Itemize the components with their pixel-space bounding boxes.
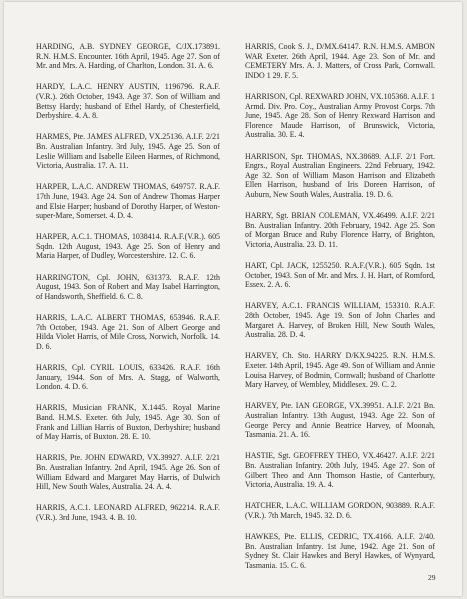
- register-entry: HARRIS, A.C.1. LEONARD ALFRED, 962214. R.A.F.(V.R.). 3rd June, 1943. 4. B. 10.: [36, 503, 220, 522]
- register-entry: HARVEY, Ch. Sto. HARRY D/KX.94225. R.N. H.M.S. Exeter. 14th April, 1945. Age 49. Son of William and Annie Louisa Harvey, of Bodmin, Cornwall; husband of Charlotte Mary Harvey, of Wembley, Middlesex. 29. C. 2.: [245, 351, 435, 390]
- right-column: [245, 42, 435, 582]
- register-entry: HARRIS, Musician FRANK, X.1445. Royal Marine Band. H.M.S. Exeter. 6th July, 1945. Age 30. Son of Frank and Lillian Harris of Buxton, Derbyshire; husband of May Harris, of Buxton. 28. E. 10.: [36, 403, 220, 442]
- register-entry: HARDY, L.A.C. HENRY AUSTIN, 1196796. R.A.F.(V.R.). 26th October, 1943. Age 37. Son of William and Bettsy Hardy; husband of Ethel Hardy, of Chesterfield, Derbyshire. 4. A. 8.: [36, 82, 220, 121]
- register-entry: HARMES, Pte. JAMES ALFRED, VX.25136. A.I.F. 2/21 Bn. Australian Infantry. 3rd July, 1945. Age 25. Son of Leslie William and Isabelle Eileen Harmes, of Richmond, Victoria, Australia. 17. A. 11.: [36, 132, 220, 171]
- register-entry: HART, Cpl. JACK, 1255250. R.A.F.(V.R.). 605 Sqdn. 1st October, 1943. Son of Mr. and Mrs. J. H. Hart, of Romford, Essex. 2. A. 6.: [245, 261, 435, 290]
- register-entry: HARVEY, Pte. IAN GEORGE, VX.39951. A.I.F. 2/21 Bn. Australian Infantry. 13th August, 1943. Age 22. Son of George Percy and Annie Beatrice Harvey, of Moonah, Tasmania. 21. A. 16.: [245, 401, 435, 440]
- register-entry: HARVEY, A.C.1. FRANCIS WILLIAM, 153310. R.A.F. 28th October, 1945. Age 19. Son of John Charles and Margaret A. Harvey, of Broken Hill, New South Wales, Australia. 28. D. 4.: [245, 301, 435, 340]
- register-entry: HARRINGTON, Cpl. JOHN, 631373. R.A.F. 12th August, 1943. Son of Robert and May Isabel Harrington, of Handsworth, Sheffield. 6. C. 8.: [36, 272, 220, 301]
- register-entry: HATCHER, L.A.C. WILLIAM GORDON, 903889. R.A.F.(V.R.). 7th March, 1945. 32. D. 6.: [245, 501, 435, 520]
- document-page: [4, 2, 462, 596]
- register-entry: HARRISON, Cpl. REXWARD JOHN, VX.105368. A.I.F. 1 Armd. Div. Pro. Coy., Australian Army Provost Corps. 7th June, 1945. Age 28. Son of Henry Rexward Harrison and Florence Maude Harrison, of Brunswick, Victoria, Australia. 30. E. 4.: [245, 91, 435, 140]
- register-entry: HARRIS, Pte. JOHN EDWARD, VX.39927. A.I.F. 2/21 Bn. Australian Infantry. 2nd April, 1945. Age 26. Son of William Edward and Margaret May Harris, of Dulwich Hill, New South Wales, Australia. 24. A. 4.: [36, 453, 220, 492]
- register-entry: HARRIS, Cook S. J., D/MX.64147. R.N. H.M.S. AMBON WAR Exeter. 26th April, 1944. Age 23. Son of Mr. and CEMETERY Mrs. A. J. Matters, of Cross Park, Cornwall. INDO 1 29. F. 5.: [245, 42, 435, 80]
- register-entry: HARPER, A.C.1. THOMAS, 1038414. R.A.F.(V.R.). 605 Sqdn. 12th August, 1943. Age 25. Son of Henry and Maria Harper, of Dudley, Worcestershire. 12. C. 6.: [36, 232, 220, 261]
- register-entry: HARRISON, Spr. THOMAS, NX.38689. A.I.F. 2/1 Fort. Engrs., Royal Australian Engineers. 22nd February, 1942. Age 32. Son of William Mason Harrison and Elizabeth Ellen Harrison, husband of Iris Doreen Harrison, of Auburn, New South Wales, Australia. 19. D. 6.: [245, 151, 435, 199]
- left-column: [36, 42, 220, 534]
- register-entry: HARRIS, L.A.C. ALBERT THOMAS, 653946. R.A.F. 7th October, 1943. Age 21. Son of Albert George and Hilda Violet Harris, of Mile Cross, Norwich, Norfolk. 14. D. 6.: [36, 313, 220, 351]
- register-entry: HARRIS, Cpl. CYRIL LOUIS, 633426. R.A.F. 16th January, 1944. Son of Mrs. A. Stagg, of Walworth, London. 4. D. 6.: [36, 363, 220, 392]
- register-entry: HARRY, Sgt. BRIAN COLEMAN, VX.46499. A.I.F. 2/21 Bn. Australian Infantry. 20th February, 1942. Age 25. Son of Morgan Bruce and Ruby Florence Harry, of Brighton, Victoria, Australia. 23. D. 11.: [245, 211, 435, 249]
- register-entry: HARDING, A.B. SYDNEY GEORGE, C/JX.173891. R.N. H.M.S. Encounter. 16th April, 1945. Age 27. Son of Mr. and Mrs. A. Harding, of Charlton, London. 31. A. 6.: [36, 42, 220, 71]
- register-entry: HASTIE, Sgt. GEOFFREY THEO, VX.46427. A.I.F. 2/21 Bn. Australian Infantry. 20th July, 1945. Age 27. Son of Gilbert Theo and Ann Thomson Hastie, of Canterbury, Victoria, Australia. 19. A. 4.: [245, 451, 435, 490]
- page-number: 29: [428, 573, 436, 582]
- register-entry: HAWKES, Pte. ELLIS, CEDRIC, TX.4166. A.I.F. 2/40. Bn. Australian Infantry. 1st June, 1942. Age 21. Son of Sydney St. Clair Hawkes and Beryl Hawkes, of Wynyard, Tasmania. 15. C. 6.: [245, 532, 435, 570]
- register-entry: HARPER, L.A.C. ANDREW THOMAS, 649757. R.A.F. 17th June, 1943. Age 24. Son of Andrew Thomas Harper and Elsie Harper; husband of Dorothy Harper, of Weston-super-Mare, Somerset. 4. D. 4.: [36, 182, 220, 221]
